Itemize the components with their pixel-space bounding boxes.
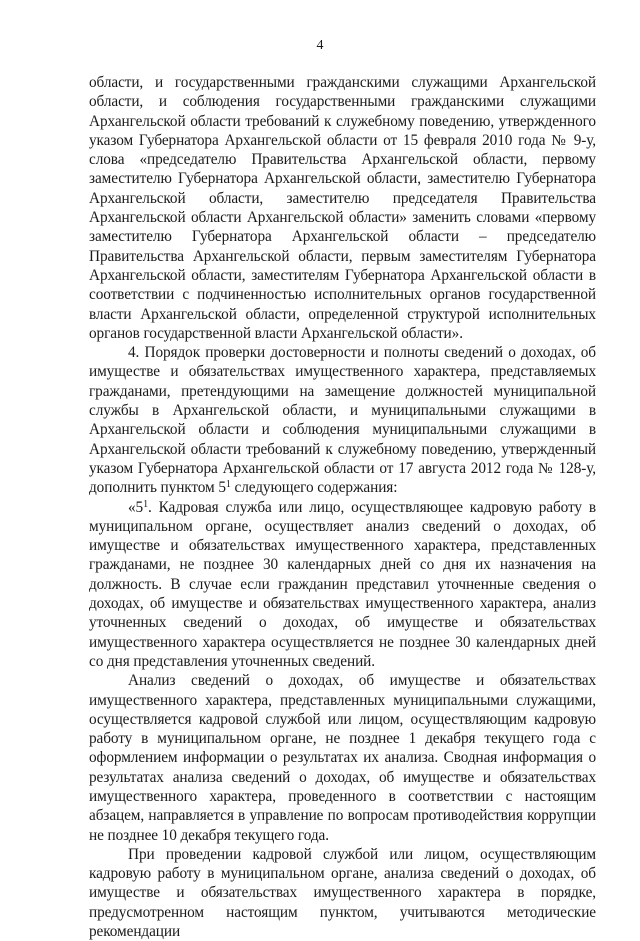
paragraph-tail: следующего содержания: — [230, 479, 398, 497]
paragraph-item-4 — [89, 343, 596, 497]
paragraph-text: «5 — [128, 498, 144, 516]
superscript: 1 — [225, 479, 231, 491]
paragraph-tail: . Кадровая служба или лицо, осуществляющее кадровую работу в муниципальном органе, осуществляет анализ сведений о доходах, об имуществе и обязательствах имущественного характера, представленных гражданами, не позднее 30 календарных дней со дня их назначения на должность. В случае если гражданин представил уточненные сведения о доходах, об имуществе и обязательствах имущественного характера, анализ уточненных сведений о доходах, об имуществе и обязательствах имущественного характера осуществляется не позднее 30 календарных дней со дня представления уточненных сведений. — [89, 498, 596, 670]
document-body — [89, 73, 596, 941]
paragraph-item-5-1 — [89, 498, 596, 672]
paragraph-text: области, и государственными гражданскими служащими Архангельской области, и соблюдения государственными гражданскими служащими Архангельской области требований к служебному поведению, утвержденного указом Губернатора Архангельской области от 15 февраля 2010 года № 9-у, слова «председателю Правительства Архангельской области, первому заместителю Губернатора Архангельской области, заместителю Губернатора Архангельской области, заместителю председателя Правительства Архангельской области Архангельской области» заменить словами «первому заместителю Губернатора Архангельской области – председателю Правительства Архангельской области, первым заместителям Губернатора Архангельской области, заместителям Губернатора Архангельской области в соответствии с подчиненностью исполнительных органов государственной власти Архангельской области, определенной структурой исполнительных органов государственной власти Архангельской области». — [89, 74, 596, 342]
paragraph-analysis — [89, 671, 596, 845]
paragraph-text: При проведении кадровой службой или лицом, осуществляющим кадровую работу в муниципальном органе, анализа сведений о доходах, об имуществе и обязательствах имущественного характера в порядке, предусмотренном настоящим пунктом, учитываются методические рекомендации — [89, 845, 596, 941]
paragraph-methodology — [89, 845, 596, 941]
page-number: 4 — [316, 38, 324, 53]
paragraph-text: Анализ сведений о доходах, об имуществе и обязательствах имущественного характера, представленных муниципальными служащими, осуществляется кадровой службой или лицом, осуществляющим кадровую работу в муниципальном органе, не позднее 1 декабря текущего года с оформлением информации о результатах их анализа. Сводная информация о результатах анализа сведений о доходах, об имуществе и обязательствах имущественного характера, проведенного в соответствии с настоящим абзацем, направляется в управление по вопросам противодействия коррупции не позднее 10 декабря текущего года. — [89, 672, 596, 844]
paragraph-text: 4. Порядок проверки достоверности и полноты сведений о доходах, об имуществе и обязательствах имущественного характера, представляемых гражданами, претендующими на замещение должностей муниципальной службы в Архангельской области, и муниципальными служащими в Архангельской области и соблюдения муниципальными служащими в Архангельской области требований к служебному поведению, утвержденный указом Губернатора Архангельской области от 17 августа 2012 года № 128-у, дополнить пунктом 5 — [89, 344, 596, 497]
superscript: 1 — [143, 498, 149, 510]
paragraph-amendment-continuation — [89, 73, 596, 343]
